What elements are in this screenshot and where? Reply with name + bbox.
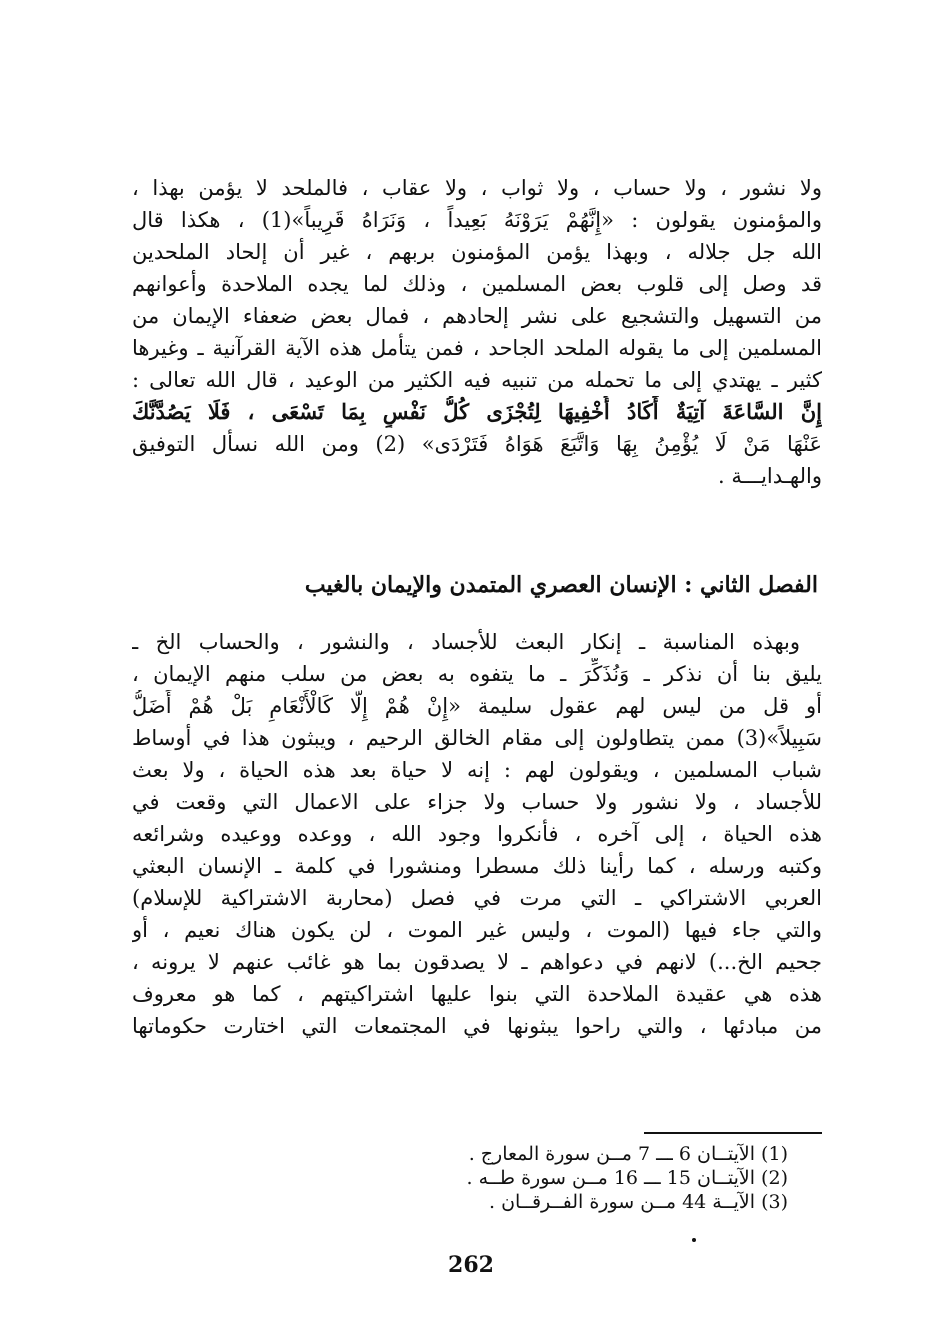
text-line: شباب المسلمين ، ويقولون لهم : إنه لا حياة بعد هذه الحياة ، ولا بعث [132, 758, 822, 782]
text-line: والتي جاء فيها (الموت ، وليس غير الموت ، لن يكون هناك نعيم ، أو [132, 918, 822, 942]
ink-dot [692, 1238, 696, 1242]
text-line: العربي الاشتراكي ـ التي مرت في فصل (محاربة الاشتراكية للإسلام) [132, 886, 822, 910]
footnotes [228, 1142, 788, 1214]
section-heading: الفصل الثاني : الإنسان العصري المتمدن والإيمان بالغيب [304, 572, 818, 598]
text-line: جحيم الخ...) لانهم في دعواهم ـ لا يصدقون بما هو غائب عنهم لا يرونه ، [132, 950, 822, 974]
text-line: هذه الحياة ، إلى آخره ، فأنكروا وجود الله ، ووعده ووعيده وشرائعه [132, 822, 822, 846]
text-line: الله جل جلاله ، وبهذا يؤمن المؤمنون بربهم ، غير أن إلحاد الملحدين [132, 240, 822, 264]
text-line: سَبِيلاً»(3) ممن يتطاولون إلى مقام الخالق الرحيم ، ويبثون هذا في أوساط [132, 726, 822, 750]
text-line: قد وصل إلى قلوب بعض المسلمين ، وذلك لما يجده الملاحدة وأعوانهم [132, 272, 822, 296]
text-line: للأجساد ، ولا نشور ولا حساب ولا جزاء على الاعمال التي وقعت في [132, 790, 822, 814]
text-line: من التسهيل والتشجيع على نشر إلحادهم ، فمال بعض ضعفاء الإيمان من [132, 304, 822, 328]
paragraph-2 [132, 626, 822, 1042]
footnote-2: (2) الآيتــان 15 ـــ 16 مــن سورة طــه . [466, 1167, 788, 1189]
paragraph-1 [132, 172, 822, 492]
text-line: ولا نشور ، ولا حساب ، ولا ثواب ، ولا عقاب ، فالملحد لا يؤمن بهذا ، [132, 176, 822, 200]
footnote-1: (1) الآيتــان 6 ـــ 7 مــن سورة المعارج . [468, 1143, 788, 1165]
quran-verse-line: إِنَّ السَّاعَةَ آتِيَةٌ أَكَادُ أُخْفِيهَا لِتُجْزَى كُلُّ نَفْسٍ بِمَا تَسْعَى ، فَلَا يَصُدَّنَّكَ [132, 399, 822, 424]
text-line: هذه هي عقيدة الملاحدة التي بنوا عليها اشتراكيتهم ، كما هو معروف [132, 982, 822, 1006]
text-line: يليق بنا أن نذكر ـ وَنُذَكِّرَ ـ ما يتفوه به بعض من سلب منهم الإيمان ، [132, 662, 822, 686]
text-line: المسلمين إلى ما يقوله الملحد الجاحد ، فمن يتأمل هذه الآية القرآنية ـ وغيرها [132, 336, 822, 360]
text-line: كثير ـ يهتدي إلى ما تحمله من تنبيه فيه الكثير من الوعيد ، قال الله تعالى : [132, 368, 822, 392]
footnote-divider [644, 1132, 822, 1134]
page-number: 262 [448, 1252, 494, 1278]
quran-verse-line: عَنْهَا مَنْ لَا يُؤْمِنُ بِهَا وَاتَّبَعَ هَوَاهُ فَتَرْدَى» (2) ومن الله نسأل التوفيق [132, 432, 822, 456]
footnote-3: (3) الآيــة 44 مــن سورة الفــرقــان . [488, 1191, 788, 1213]
text-line: من مبادئها ، والتي راحوا يبثونها في المجتمعات التي اختارت حكوماتها [132, 1014, 822, 1038]
text-line: والمؤمنون يقولون : «إِنَّهُمْ يَرَوْنَهُ بَعِيداً ، وَنَرَاهُ قَرِيباً»(1) ، هكذا قال [132, 208, 822, 232]
text-line: وبهذه المناسبة ـ إنكار البعث للأجساد ، والنشور ، والحساب الخ ـ [132, 630, 800, 654]
text-line: أو قل من ليس لهم عقول سليمة «إِنْ هُمْ إِلَّا كَالْأَنْعَامِ بَلْ هُمْ أَضَلُّ [132, 694, 822, 718]
text-line: والهـدايـــة . [718, 464, 822, 488]
text-line: وكتبه ورسله ، كما رأينا ذلك مسطرا ومنشورا في كلمة ـ الإنسان البعثي [132, 854, 822, 878]
